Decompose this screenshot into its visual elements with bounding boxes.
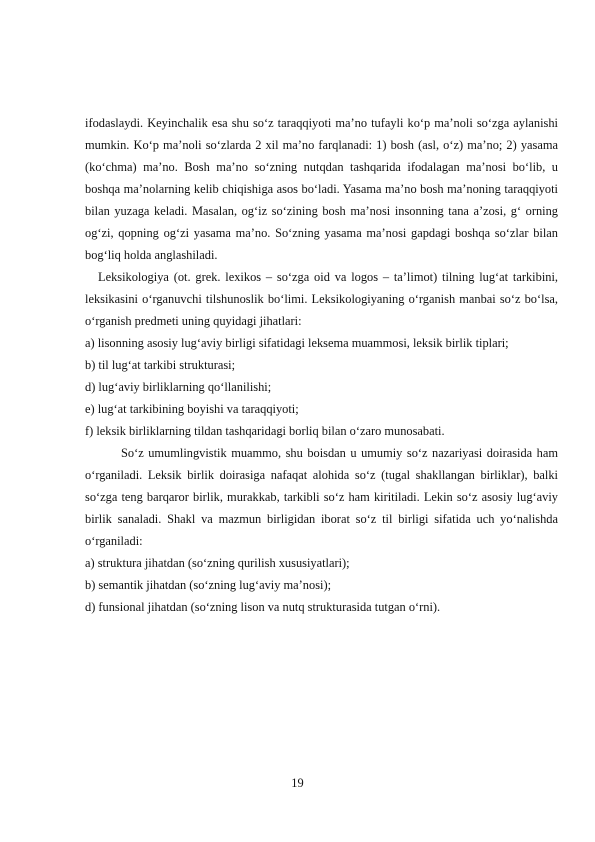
page-body bbox=[85, 112, 558, 618]
list-item-a: a) lisonning asosiy lug‘aviy birligi sifatidagi leksema muammosi, leksik birlik tiplari; bbox=[85, 336, 509, 350]
list-item-functional: d) funsional jihatdan (so‘zning lison va nutq strukturasida tutgan o‘rni). bbox=[85, 600, 441, 614]
page-number: 19 bbox=[291, 776, 304, 790]
list-item-d: d) lug‘aviy birliklarning qo‘llanilishi; bbox=[85, 380, 272, 394]
list-item-e: e) lug‘at tarkibining boyishi va taraqqiyoti; bbox=[85, 402, 299, 416]
paragraph-word-problem: So‘z umumlingvistik muammo, shu boisdan u umumiy so‘z nazariyasi doirasida ham o‘rganiladi. Leksik birlik doirasiga nafaqat alohida so‘z (tugal shakllangan birliklar), balki so‘zga teng barqaror birlik, murakkab, tarkibli so‘z ham kiritiladi. Lekin so‘z asosiy lug‘aviy birlik sanaladi. Shakl va mazmun birligidan iborat so‘z til birligi sifatida uch yo‘nalishda o‘rganiladi: bbox=[85, 446, 558, 548]
list-item-semantic: b) semantik jihatdan (so‘zning lug‘aviy ma’nosi); bbox=[85, 578, 332, 592]
list-item-f: f) leksik birliklarning tildan tashqaridagi borliq bilan o‘zaro munosabati. bbox=[85, 424, 445, 438]
list-item-b: b) til lug‘at tarkibi strukturasi; bbox=[85, 358, 236, 372]
paragraph-polysemy: ifodaslaydi. Keyinchalik esa shu so‘z taraqqiyoti ma’no tufayli ko‘p ma’noli so‘zga aylanishi mumkin. Ko‘p ma’noli so‘zlarda 2 xil ma’no farqlanadi: 1) bosh (asl, o‘z) ma’no; 2) yasama (ko‘chma) ma’no. Bosh ma’no so‘zning nutqdan tashqarida ifodalagan ma’nosi bo‘lib, u boshqa ma’nolarning kelib chiqishiga asos bo‘ladi. Yasama ma’no bosh ma’noning taraqqiyoti bilan yuzaga keladi. Masalan, og‘iz so‘zining bosh ma’nosi insonning tana a’zosi, g‘ orning og‘zi, qopning og‘zi yasama ma’no. So‘zning yasama ma’nosi gapdagi boshqa so‘zlar bilan bog‘liq holda anglashiladi. bbox=[85, 116, 558, 262]
paragraph-lexicology-definition: Leksikologiya (ot. grek. lexikos – so‘zga oid va logos – ta’limot) tilning lug‘at tarkibini, leksikasini o‘rganuvchi tilshunoslik bo‘limi. Leksikologiyaning o‘rganish manbai so‘z bo‘lsa, o‘rganish predmeti uning quyidagi jihatlari: bbox=[85, 270, 558, 328]
list-item-structure: a) struktura jihatdan (so‘zning qurilish xususiyatlari); bbox=[85, 556, 350, 570]
